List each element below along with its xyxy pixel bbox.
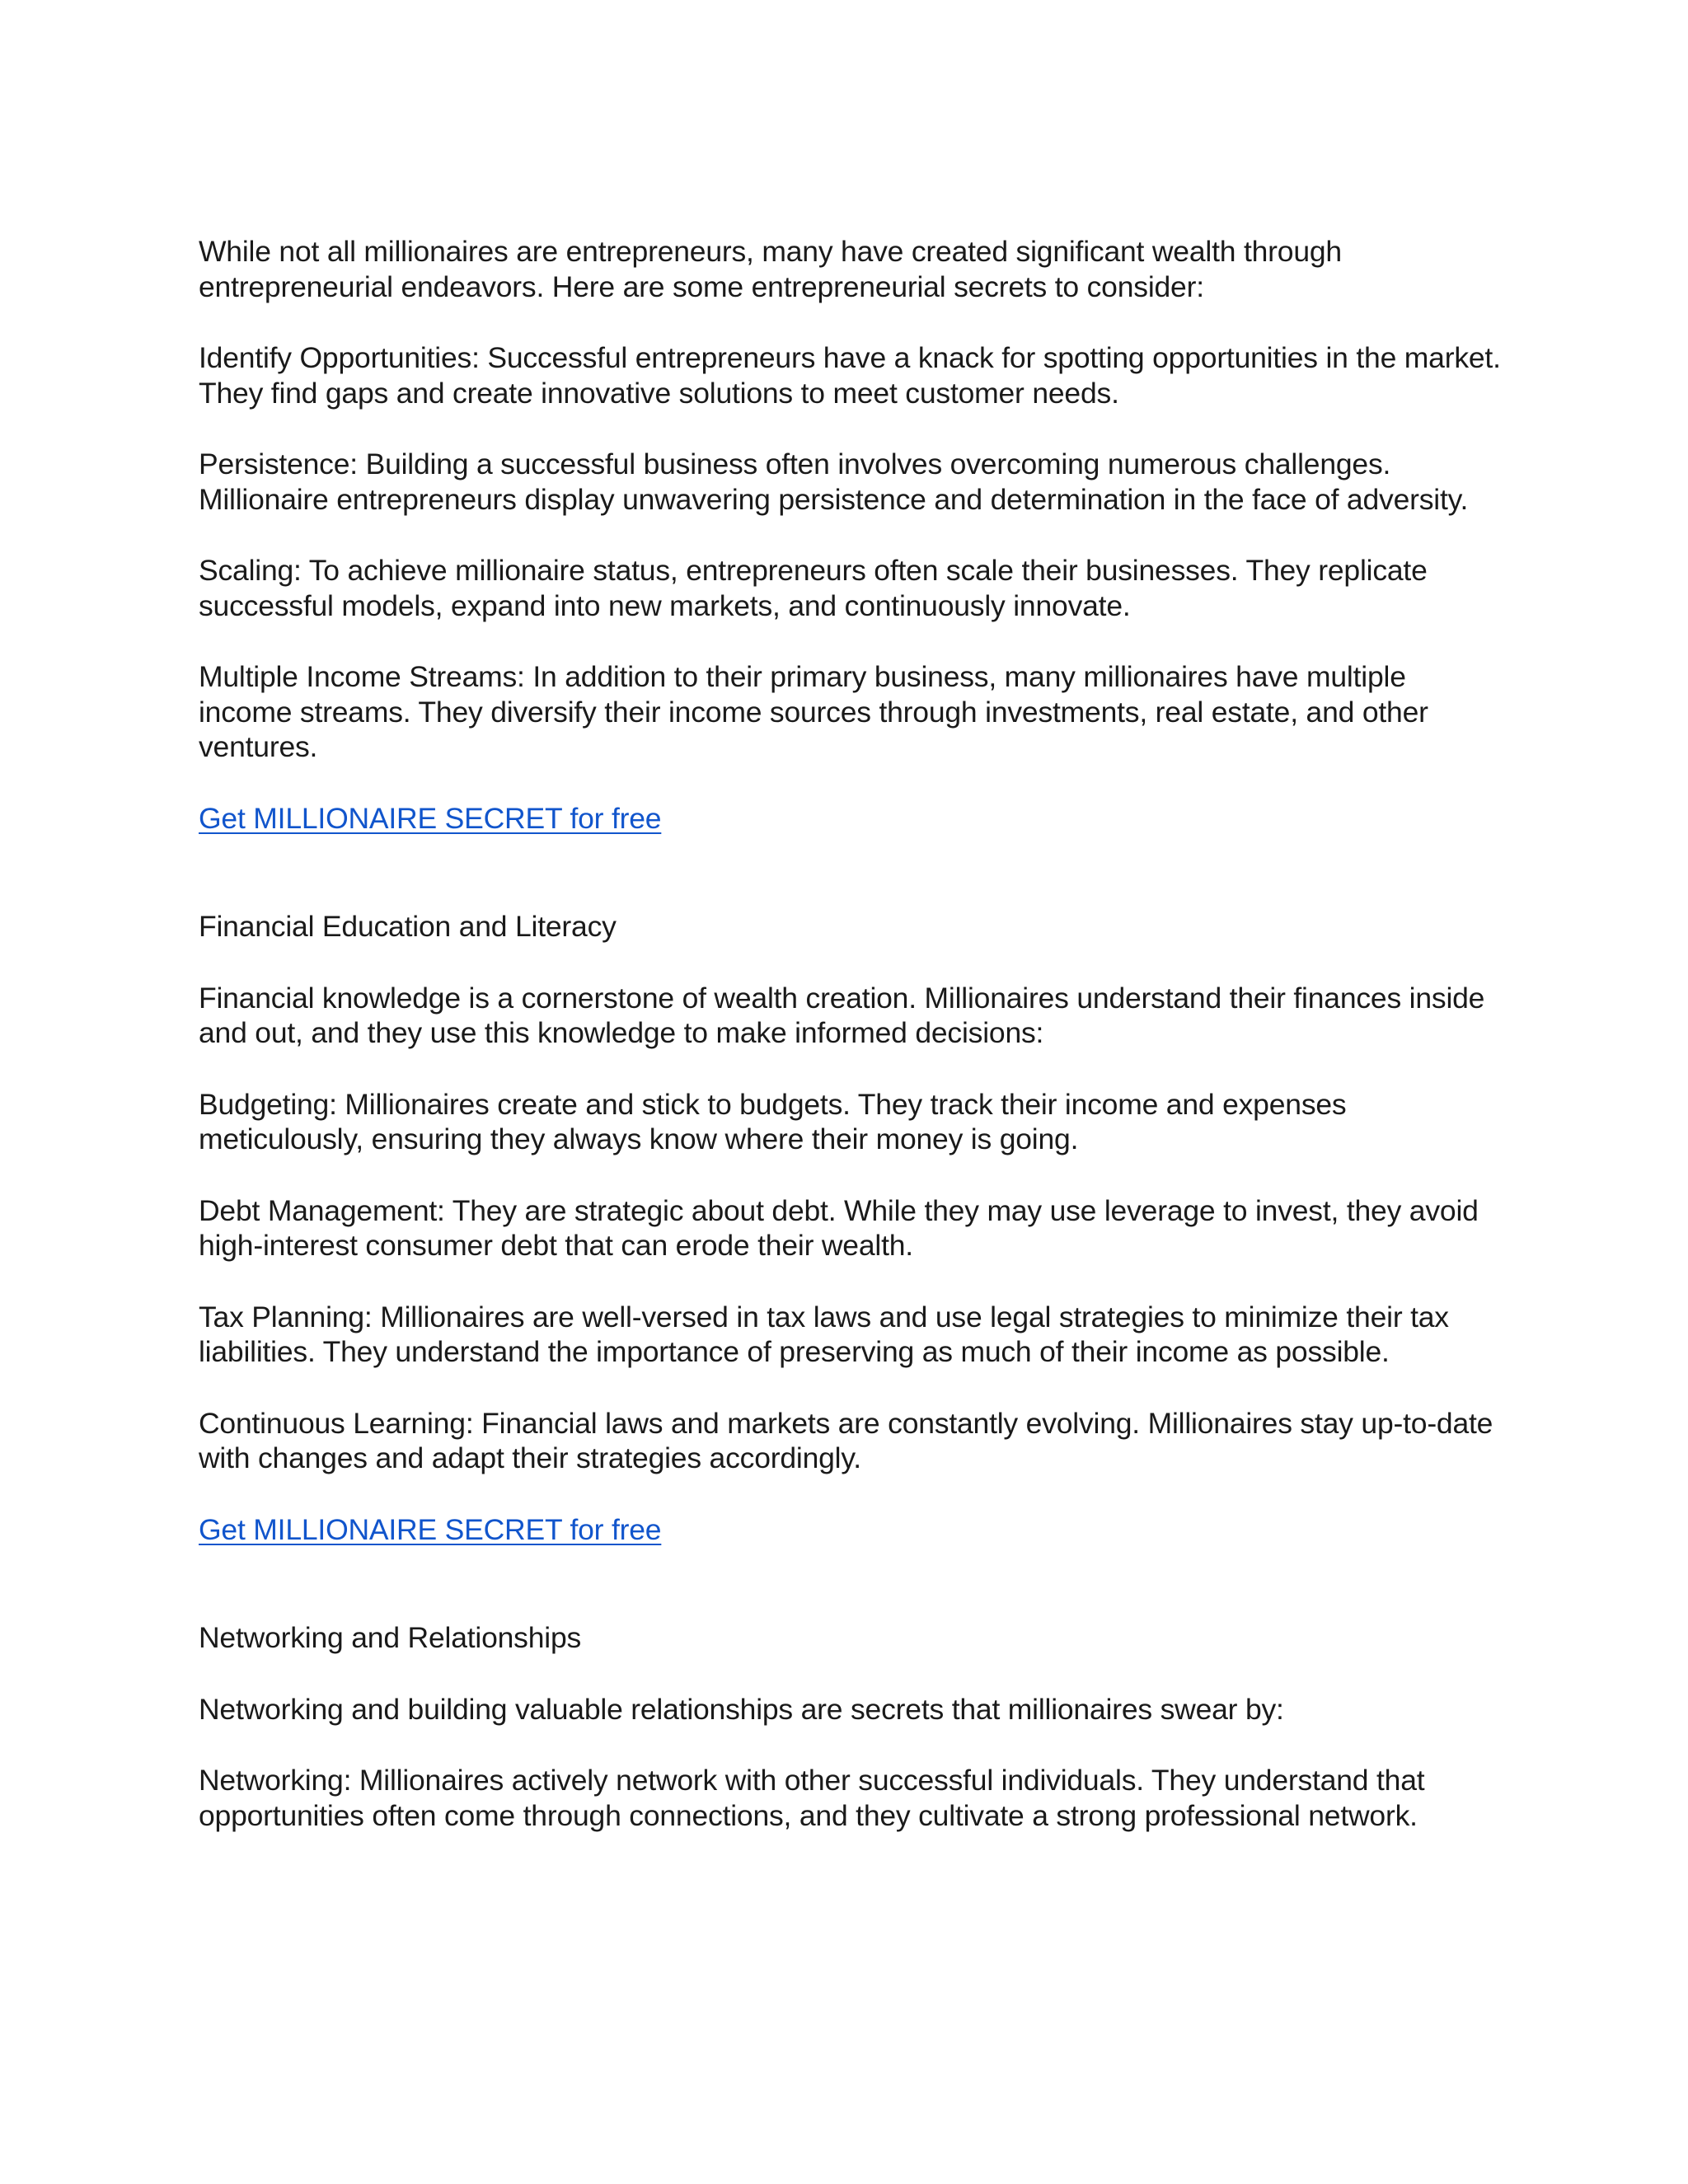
- paragraph-identify-opportunities: Identify Opportunities: Successful entrepreneurs have a knack for spotting opportunities in the market. They find gaps and create innovative solutions to meet customer needs.: [199, 341, 1501, 410]
- paragraph-scaling: Scaling: To achieve millionaire status, entrepreneurs often scale their businesses. They replicate successful models, expand into new markets, and continuously innovate.: [199, 554, 1428, 622]
- paragraph-budgeting: Budgeting: Millionaires create and stick to budgets. They track their income and expenses meticulously, ensuring they always know where their money is going.: [199, 1087, 1347, 1155]
- section-heading-networking: Networking and Relationships: [199, 1621, 582, 1654]
- paragraph-continuous-learning: Continuous Learning: Financial laws and markets are constantly evolving. Millionaires stay up-to-date with changes and adapt their strategies accordingly.: [199, 1406, 1493, 1474]
- paragraph-networking: Networking: Millionaires actively network with other successful individuals. They understand that opportunities often come through connections, and they cultivate a strong professional network.: [199, 1764, 1425, 1832]
- link-container-2: [199, 1512, 1501, 1548]
- paragraph-multiple-income-streams: Multiple Income Streams: In addition to their primary business, many millionaires have multiple income streams. They diversify their income sources through investments, real estate, and other ventures.: [199, 660, 1428, 763]
- intro-paragraph: While not all millionaires are entrepreneurs, many have created significant wealth through entrepreneurial endeavors. Here are some entrepreneurial secrets to consider:: [199, 235, 1342, 303]
- paragraph-debt-management: Debt Management: They are strategic about debt. While they may use leverage to invest, they avoid high-interest consumer debt that can erode their wealth.: [199, 1193, 1479, 1262]
- millionaire-secret-link-1[interactable]: Get MILLIONAIRE SECRET for free: [199, 801, 662, 835]
- document-body: [199, 234, 1501, 1869]
- section-heading-financial-education: Financial Education and Literacy: [199, 910, 617, 943]
- link-container-1: [199, 801, 1501, 837]
- paragraph-networking-intro: Networking and building valuable relationships are secrets that millionaires swear by:: [199, 1692, 1284, 1726]
- paragraph-tax-planning: Tax Planning: Millionaires are well-versed in tax laws and use legal strategies to minimize their tax liabilities. They understand the importance of preserving as much of their income as possible.: [199, 1300, 1449, 1368]
- paragraph-financial-knowledge: Financial knowledge is a cornerstone of wealth creation. Millionaires understand their finances inside and out, and they use this knowledge to make informed decisions:: [199, 981, 1485, 1049]
- millionaire-secret-link-2[interactable]: Get MILLIONAIRE SECRET for free: [199, 1512, 662, 1546]
- paragraph-persistence: Persistence: Building a successful business often involves overcoming numerous challenges. Millionaire entrepreneurs display unwavering persistence and determination in the face of adversity.: [199, 448, 1469, 516]
